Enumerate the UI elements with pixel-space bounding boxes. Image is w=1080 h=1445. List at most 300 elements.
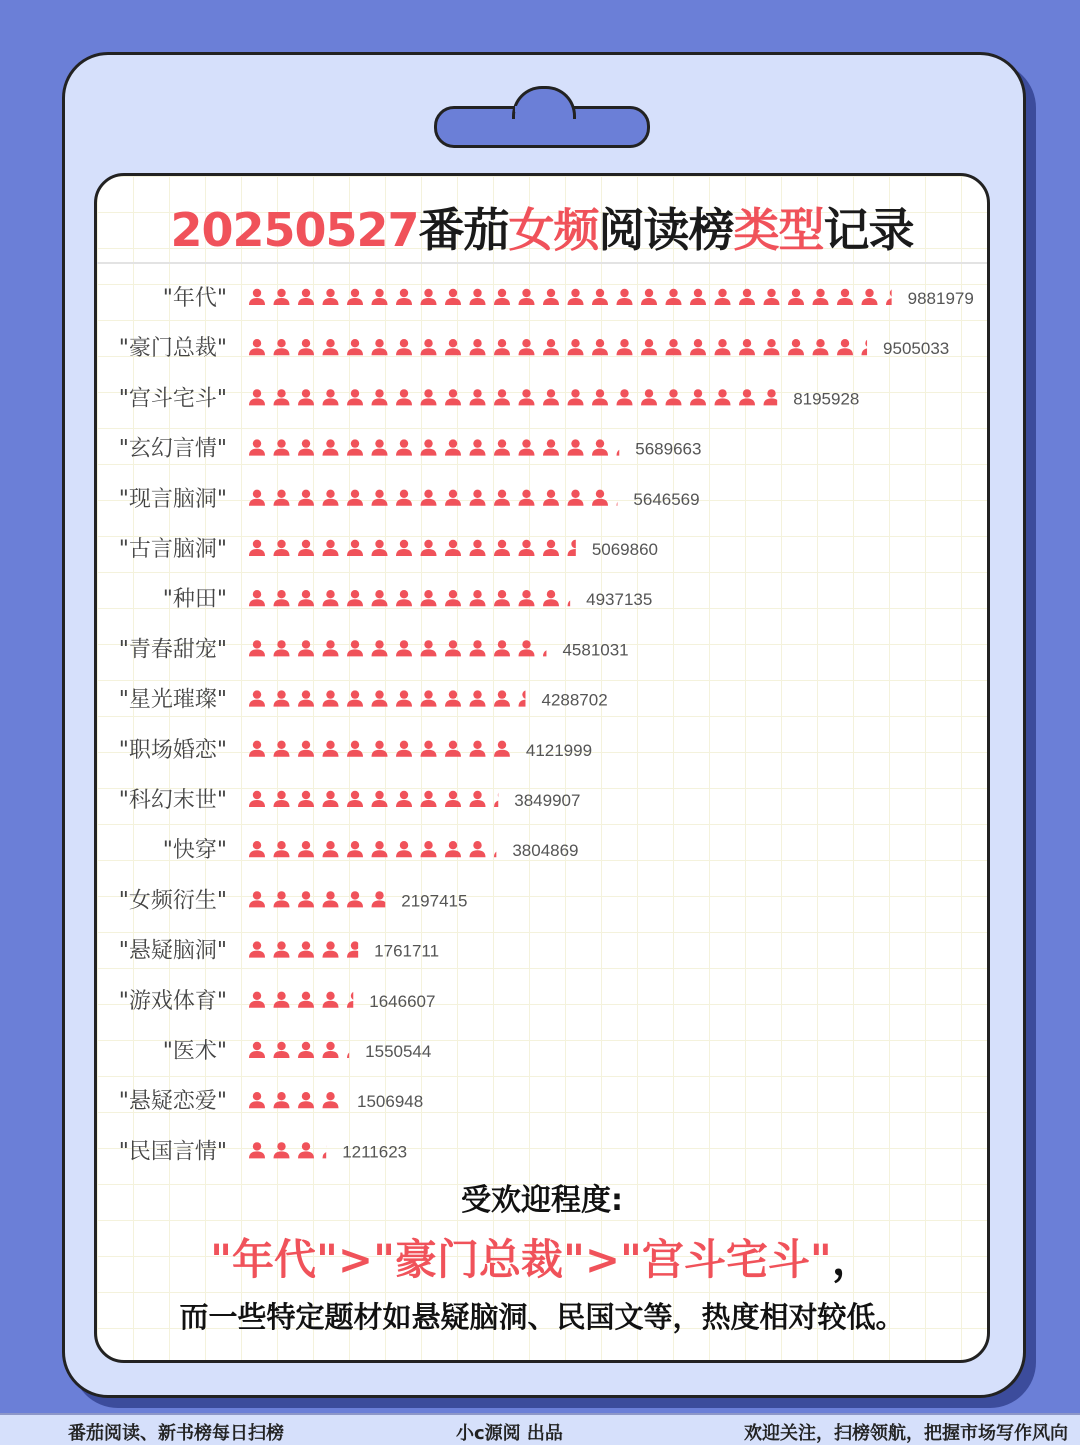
- person-icon: [788, 289, 804, 305]
- category-label: "悬疑恋爱": [118, 1089, 227, 1115]
- person-icon: [298, 490, 314, 506]
- bar: [249, 389, 780, 405]
- person-icon: [298, 891, 314, 907]
- chart-row: [119, 939, 439, 964]
- person-icon: [347, 590, 363, 606]
- person-icon: [347, 540, 363, 556]
- person-icon: [862, 289, 878, 305]
- person-icon: [519, 389, 535, 405]
- bar: [249, 992, 363, 1008]
- person-icon: [617, 339, 633, 355]
- person-icon: [494, 339, 510, 355]
- person-icon: [788, 339, 804, 355]
- bar: [249, 791, 510, 807]
- person-icon: [886, 289, 902, 305]
- person-icon: [249, 1092, 265, 1108]
- person-icon: [396, 540, 412, 556]
- person-icon: [470, 389, 486, 405]
- person-icon: [519, 690, 535, 706]
- person-icon: [347, 891, 363, 907]
- person-icon: [470, 791, 486, 807]
- person-icon: [421, 289, 437, 305]
- person-icon: [543, 289, 559, 305]
- person-icon: [494, 841, 510, 857]
- person-icon: [421, 690, 437, 706]
- bar: [249, 1142, 339, 1158]
- person-icon: [274, 941, 290, 957]
- person-icon: [396, 389, 412, 405]
- person-icon: [298, 992, 314, 1008]
- person-icon: [274, 490, 290, 506]
- person-icon: [764, 289, 780, 305]
- bar: [249, 590, 584, 606]
- person-icon: [323, 1092, 339, 1108]
- person-icon: [568, 289, 584, 305]
- title-part2: 女频: [508, 203, 599, 257]
- person-icon: [274, 590, 290, 606]
- person-icon: [274, 791, 290, 807]
- person-icon: [813, 339, 829, 355]
- person-icon: [813, 289, 829, 305]
- person-icon: [347, 690, 363, 706]
- conclusion-note: 而一些特定题材如悬疑脑洞、民国文等，热度相对较低。: [179, 1300, 905, 1334]
- person-icon: [421, 791, 437, 807]
- person-icon: [519, 540, 535, 556]
- person-icon: [396, 439, 412, 455]
- person-icon: [519, 289, 535, 305]
- person-icon: [445, 590, 461, 606]
- chart-card: [94, 173, 990, 1363]
- person-icon: [445, 791, 461, 807]
- person-icon: [323, 540, 339, 556]
- bar: [249, 1042, 363, 1058]
- person-icon: [690, 389, 706, 405]
- person-icon: [372, 841, 388, 857]
- person-icon: [445, 540, 461, 556]
- bar: [249, 841, 510, 857]
- chart-row: [163, 587, 653, 612]
- footer-bar: [0, 1413, 1080, 1445]
- person-icon: [274, 690, 290, 706]
- person-icon: [445, 690, 461, 706]
- person-icon: [445, 741, 461, 757]
- person-icon: [323, 841, 339, 857]
- person-icon: [274, 439, 290, 455]
- person-icon: [543, 339, 559, 355]
- person-icon: [347, 289, 363, 305]
- value-label: 5689663: [635, 439, 702, 459]
- category-label: "女频衍生": [118, 888, 227, 914]
- bar: [249, 490, 633, 506]
- category-label: "宫斗宅斗": [118, 386, 227, 412]
- person-icon: [298, 1092, 314, 1108]
- person-icon: [249, 389, 265, 405]
- person-icon: [249, 841, 265, 857]
- person-icon: [837, 339, 853, 355]
- value-label: 9881979: [907, 289, 974, 308]
- person-icon: [519, 439, 535, 455]
- person-icon: [739, 289, 755, 305]
- person-icon: [249, 439, 265, 455]
- person-icon: [372, 690, 388, 706]
- person-icon: [470, 540, 486, 556]
- person-icon: [494, 289, 510, 305]
- value-label: 9505033: [883, 339, 950, 359]
- person-icon: [298, 439, 314, 455]
- person-icon: [372, 339, 388, 355]
- person-icon: [298, 289, 314, 305]
- person-icon: [617, 389, 633, 405]
- category-label: "年代": [162, 286, 227, 311]
- person-icon: [494, 690, 510, 706]
- person-icon: [249, 540, 265, 556]
- category-label: "星光璀璨": [118, 687, 227, 713]
- value-label: 4937135: [586, 590, 653, 610]
- conclusion-heading: 受欢迎程度:: [461, 1183, 623, 1218]
- person-icon: [249, 690, 265, 706]
- person-icon: [568, 540, 584, 556]
- category-label: "游戏体育": [118, 988, 227, 1014]
- person-icon: [298, 791, 314, 807]
- person-icon: [249, 590, 265, 606]
- person-icon: [690, 339, 706, 355]
- person-icon: [347, 941, 363, 957]
- value-label: 1761711: [374, 941, 440, 961]
- person-icon: [298, 389, 314, 405]
- person-icon: [274, 891, 290, 907]
- person-icon: [641, 289, 657, 305]
- person-icon: [347, 439, 363, 455]
- person-icon: [494, 540, 510, 556]
- person-icon: [372, 389, 388, 405]
- person-icon: [494, 490, 510, 506]
- value-label: 1550544: [365, 1042, 432, 1061]
- bar: [249, 640, 559, 656]
- person-icon: [396, 690, 412, 706]
- value-label: 4121999: [525, 740, 593, 760]
- person-icon: [421, 540, 437, 556]
- bar: [249, 540, 584, 556]
- person-icon: [323, 690, 339, 706]
- person-icon: [494, 389, 510, 405]
- chart-row: [119, 437, 702, 462]
- person-icon: [690, 289, 706, 305]
- person-icon: [323, 891, 339, 907]
- person-icon: [568, 590, 584, 606]
- person-icon: [421, 339, 437, 355]
- value-label: 5069860: [591, 540, 659, 559]
- person-icon: [470, 590, 486, 606]
- chart-row: [119, 888, 468, 913]
- value-label: 2197415: [401, 891, 468, 911]
- person-icon: [739, 339, 755, 355]
- person-icon: [543, 590, 559, 606]
- person-icon: [249, 992, 265, 1008]
- person-icon: [592, 389, 608, 405]
- person-icon: [715, 289, 731, 305]
- bar: [249, 439, 633, 455]
- title-part4: 类型: [733, 203, 824, 257]
- person-icon: [396, 339, 412, 355]
- person-icon: [249, 640, 265, 656]
- person-icon: [347, 389, 363, 405]
- person-icon: [543, 439, 559, 455]
- person-icon: [372, 640, 388, 656]
- person-icon: [298, 540, 314, 556]
- person-icon: [396, 590, 412, 606]
- chart-row: [119, 1089, 423, 1114]
- person-icon: [764, 339, 780, 355]
- person-icon: [592, 339, 608, 355]
- person-icon: [617, 490, 633, 506]
- person-icon: [298, 690, 314, 706]
- person-icon: [323, 640, 339, 656]
- category-label: "悬疑脑洞": [118, 938, 227, 964]
- person-icon: [274, 389, 290, 405]
- person-icon: [347, 741, 363, 757]
- person-icon: [470, 741, 486, 757]
- person-icon: [274, 992, 290, 1008]
- chart-row: [119, 487, 700, 512]
- person-icon: [470, 841, 486, 857]
- person-icon: [298, 941, 314, 957]
- category-label: "玄幻言情": [118, 436, 227, 462]
- person-icon: [323, 389, 339, 405]
- person-icon: [445, 339, 461, 355]
- person-icon: [347, 992, 363, 1008]
- person-icon: [421, 439, 437, 455]
- person-icon: [641, 339, 657, 355]
- person-icon: [445, 841, 461, 857]
- chart-row: [119, 537, 658, 562]
- person-icon: [396, 791, 412, 807]
- footer-right: 欢迎关注，扫榜领航，把握市场写作风向: [744, 1423, 1068, 1444]
- person-icon: [445, 389, 461, 405]
- bar: [249, 339, 878, 355]
- person-icon: [347, 339, 363, 355]
- person-icon: [494, 439, 510, 455]
- person-icon: [396, 289, 412, 305]
- category-label: "古言脑洞": [118, 537, 227, 562]
- person-icon: [519, 640, 535, 656]
- person-icon: [298, 841, 314, 857]
- person-icon: [666, 389, 682, 405]
- person-icon: [568, 439, 584, 455]
- person-icon: [568, 389, 584, 405]
- person-icon: [421, 490, 437, 506]
- chart-row: [119, 386, 860, 411]
- category-label: "民国言情": [118, 1139, 227, 1165]
- person-icon: [519, 490, 535, 506]
- person-icon: [494, 640, 510, 656]
- person-icon: [274, 741, 290, 757]
- value-label: 5646569: [633, 489, 700, 509]
- person-icon: [347, 841, 363, 857]
- person-icon: [298, 741, 314, 757]
- person-icon: [568, 339, 584, 355]
- person-icon: [372, 891, 388, 907]
- person-icon: [715, 339, 731, 355]
- chart-row: [163, 286, 974, 311]
- person-icon: [421, 841, 437, 857]
- person-icon: [666, 289, 682, 305]
- person-icon: [592, 490, 608, 506]
- person-icon: [274, 1042, 290, 1058]
- person-icon: [323, 490, 339, 506]
- person-icon: [543, 540, 559, 556]
- person-icon: [249, 289, 265, 305]
- person-icon: [666, 339, 682, 355]
- person-icon: [470, 490, 486, 506]
- person-icon: [249, 941, 265, 957]
- ranking-text: "年代">"豪门总裁">"宫斗宅斗": [210, 1235, 832, 1284]
- person-icon: [347, 1042, 363, 1058]
- person-icon: [372, 540, 388, 556]
- category-label: "豪门总裁": [118, 336, 227, 362]
- chart-row: [119, 989, 436, 1014]
- person-icon: [323, 1142, 339, 1158]
- person-icon: [372, 289, 388, 305]
- value-label: 3804869: [512, 841, 579, 861]
- category-label: "职场婚恋": [118, 737, 227, 763]
- chart-row: [119, 1139, 407, 1164]
- chart-row: [119, 688, 608, 713]
- title-part5: 记录: [823, 203, 914, 257]
- person-icon: [494, 590, 510, 606]
- title-part1: 番茄: [418, 203, 509, 257]
- category-label: "医术": [162, 1039, 227, 1064]
- person-icon: [739, 389, 755, 405]
- person-icon: [274, 640, 290, 656]
- person-icon: [494, 791, 510, 807]
- person-icon: [543, 490, 559, 506]
- person-icon: [274, 1092, 290, 1108]
- person-icon: [568, 490, 584, 506]
- person-icon: [519, 590, 535, 606]
- person-icon: [323, 289, 339, 305]
- person-icon: [249, 1042, 265, 1058]
- person-icon: [617, 439, 633, 455]
- person-icon: [274, 540, 290, 556]
- person-icon: [617, 289, 633, 305]
- person-icon: [249, 339, 265, 355]
- person-icon: [323, 439, 339, 455]
- person-icon: [543, 640, 559, 656]
- person-icon: [470, 690, 486, 706]
- person-icon: [249, 741, 265, 757]
- person-icon: [323, 992, 339, 1008]
- chart-row: [163, 1039, 432, 1064]
- chart-row: [119, 738, 592, 763]
- person-icon: [421, 640, 437, 656]
- person-icon: [249, 1142, 265, 1158]
- person-icon: [543, 389, 559, 405]
- person-icon: [323, 339, 339, 355]
- person-icon: [445, 439, 461, 455]
- person-icon: [323, 1042, 339, 1058]
- person-icon: [421, 741, 437, 757]
- person-icon: [396, 490, 412, 506]
- person-icon: [323, 941, 339, 957]
- person-icon: [249, 490, 265, 506]
- person-icon: [715, 389, 731, 405]
- category-label: "种田": [162, 587, 227, 613]
- person-icon: [445, 490, 461, 506]
- person-icon: [274, 841, 290, 857]
- bar: [249, 891, 388, 907]
- person-icon: [249, 891, 265, 907]
- person-icon: [372, 791, 388, 807]
- category-label: "青春甜宠": [118, 637, 227, 663]
- person-icon: [298, 640, 314, 656]
- person-icon: [347, 490, 363, 506]
- person-icon: [837, 289, 853, 305]
- person-icon: [274, 339, 290, 355]
- value-label: 4581031: [562, 640, 629, 660]
- value-label: 1506948: [357, 1092, 424, 1112]
- value-label: 1211623: [342, 1142, 408, 1162]
- person-icon: [641, 389, 657, 405]
- person-icon: [445, 640, 461, 656]
- person-icon: [323, 590, 339, 606]
- person-icon: [372, 490, 388, 506]
- person-icon: [862, 339, 878, 355]
- person-icon: [298, 1142, 314, 1158]
- person-icon: [347, 791, 363, 807]
- bar: [249, 289, 902, 305]
- value-label: 1646607: [369, 991, 436, 1011]
- category-label: "现言脑洞": [118, 486, 227, 512]
- person-icon: [421, 590, 437, 606]
- bar: [249, 941, 363, 957]
- person-icon: [323, 791, 339, 807]
- person-icon: [298, 339, 314, 355]
- chart-row: [119, 788, 581, 813]
- person-icon: [396, 640, 412, 656]
- title-part3: 阅读榜: [598, 203, 734, 257]
- bar: [249, 1092, 339, 1108]
- bar: [249, 690, 535, 706]
- person-icon: [249, 791, 265, 807]
- title-date: 20250527: [170, 203, 419, 257]
- value-label: 3849907: [514, 791, 581, 810]
- person-icon: [494, 741, 510, 757]
- person-icon: [372, 741, 388, 757]
- value-label: 4288702: [541, 690, 608, 710]
- footer-left: 番茄阅读、新书榜每日扫榜: [68, 1423, 284, 1444]
- person-icon: [372, 590, 388, 606]
- person-icon: [592, 289, 608, 305]
- category-label: "科幻末世": [118, 788, 227, 813]
- person-icon: [421, 389, 437, 405]
- person-icon: [470, 640, 486, 656]
- person-icon: [298, 1042, 314, 1058]
- chart-row: [119, 336, 949, 361]
- person-icon: [445, 289, 461, 305]
- person-icon: [519, 339, 535, 355]
- person-icon: [470, 289, 486, 305]
- conclusion-ranking: [97, 1227, 987, 1293]
- person-icon: [347, 640, 363, 656]
- pictograph-chart: [97, 176, 987, 1176]
- person-icon: [470, 339, 486, 355]
- person-icon: [396, 841, 412, 857]
- person-icon: [323, 741, 339, 757]
- person-icon: [372, 439, 388, 455]
- person-icon: [396, 741, 412, 757]
- person-icon: [274, 1142, 290, 1158]
- bar: [249, 741, 510, 757]
